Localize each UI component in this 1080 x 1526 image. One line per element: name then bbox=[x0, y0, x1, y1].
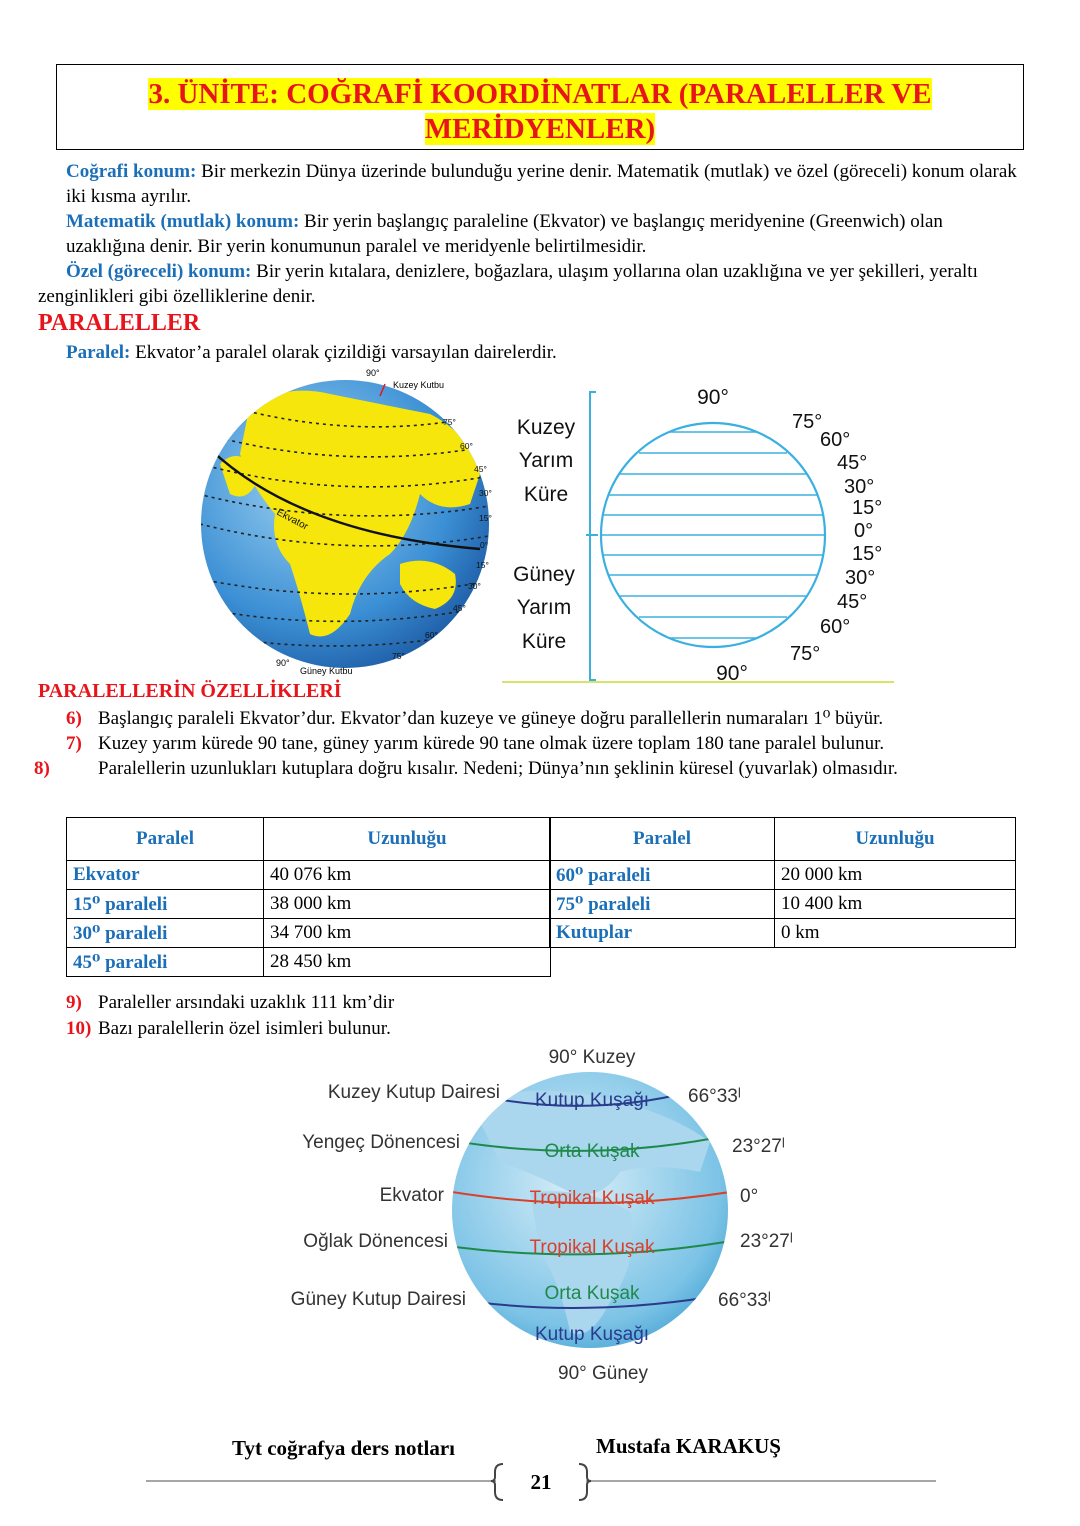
definition-paralel bbox=[66, 340, 1026, 365]
definition-text: Bir yerin başlangıç paraleline (Ekvator) ve başlangıç meridyenine (Greenwich) olan uzaklığına denir. Bir yerin konumunun paralel ve meridyenle belirtilmesidir. bbox=[66, 211, 943, 257]
special-parallels-figure bbox=[270, 1042, 810, 1392]
property-number: 9) bbox=[66, 992, 82, 1013]
label-yengec-donencesi: Yengeç Dönencesi bbox=[302, 1132, 460, 1153]
svg-text:45°: 45° bbox=[837, 452, 868, 474]
svg-text:75°: 75° bbox=[792, 411, 823, 433]
svg-text:15°: 15° bbox=[852, 497, 883, 519]
svg-text:Kutup Kuşağı: Kutup Kuşağı bbox=[534, 1324, 650, 1345]
page-number: 21 bbox=[530, 1470, 552, 1494]
north-half-label-1: Kuzey bbox=[516, 416, 576, 439]
property-item bbox=[66, 706, 1026, 731]
globe-bottom-degree: 90° bbox=[276, 658, 290, 668]
definition-term: Özel (göreceli) konum: bbox=[66, 261, 252, 282]
section-heading-ozellikler: PARALELLERİN ÖZELLİKLERİ bbox=[38, 680, 342, 702]
table-row: Ekvator 40 076 km bbox=[67, 861, 551, 890]
label-ekvator: Ekvator bbox=[379, 1185, 444, 1206]
property-number: 6) bbox=[66, 708, 82, 729]
table-header: Uzunluğu bbox=[264, 818, 551, 861]
globe2-bottom-label: 90° Güney bbox=[558, 1363, 648, 1384]
definition-matematik-konum bbox=[66, 209, 1026, 259]
svg-text:15°: 15° bbox=[476, 560, 489, 570]
definition-ozel-konum bbox=[38, 259, 1026, 309]
degree-kuzey-kutup: 66°33ˡ bbox=[688, 1086, 741, 1107]
definition-term: Paralel: bbox=[66, 342, 131, 363]
property-text: Paraleller arsındaki uzaklık 111 km’dir bbox=[98, 992, 395, 1013]
unit-title-line1: 3. ÜNİTE: COĞRAFİ KOORDİNATLAR (PARALELLER VE bbox=[148, 78, 932, 110]
globe-south-pole-label: Güney Kutbu bbox=[300, 666, 353, 676]
footer-author: Mustafa KARAKUŞ bbox=[596, 1434, 781, 1458]
globe-parallels-figure bbox=[180, 364, 510, 682]
label-kuzey-kutup-dairesi: Kuzey Kutup Dairesi bbox=[327, 1082, 500, 1103]
parallel-length-table-right bbox=[549, 817, 1016, 948]
svg-text:60°: 60° bbox=[425, 630, 438, 640]
property-text: Paralellerin uzunlukları kutuplara doğru kısalır. Nedeni; Dünya’nın şeklinin küresel (yuvarlak) olmasıdır. bbox=[98, 758, 898, 779]
globe-equator-label: Ekvator bbox=[274, 506, 310, 533]
south-half-label-2: Yarım bbox=[516, 596, 572, 619]
unit-title-box bbox=[56, 64, 1024, 150]
label-oglak-donencesi: Oğlak Dönencesi bbox=[303, 1231, 448, 1252]
property-item bbox=[66, 731, 1026, 756]
property-text: Bazı paralellerin özel isimleri bulunur. bbox=[98, 1018, 391, 1039]
section-heading-paraleller: PARALELLER bbox=[38, 310, 201, 336]
table-row: 15⁰ paraleli 38 000 km bbox=[67, 890, 551, 919]
svg-text:Kutup Kuşağı: Kutup Kuşağı bbox=[534, 1090, 650, 1111]
unit-title-line2: MERİDYENLER) bbox=[424, 113, 656, 145]
globe2-top-label: 90° Kuzey bbox=[548, 1047, 636, 1068]
table-header: Paralel bbox=[550, 818, 775, 861]
property-text: Başlangıç paraleli Ekvator’dur. Ekvator’dan kuzeye ve güneye doğru parallellerin numaraları 1⁰ büyür. bbox=[98, 708, 884, 729]
footer-course-title: Tyt coğrafya ders notları bbox=[232, 1436, 455, 1460]
definition-text: Bir yerin kıtalara, denizlere, boğazlara, ulaşım yollarına olan uzaklığına ve yer şekilleri, yeraltı zenginlikleri gibi özelliklerine denir. bbox=[38, 261, 978, 307]
definition-term: Matematik (mutlak) konum: bbox=[66, 211, 300, 232]
svg-text:Tropikal Kuşak: Tropikal Kuşak bbox=[529, 1237, 655, 1258]
property-item bbox=[66, 1016, 1026, 1041]
circle-top-degree: 90° bbox=[697, 386, 729, 409]
svg-text:60°: 60° bbox=[460, 441, 473, 451]
degree-ekvator: 0° bbox=[740, 1186, 759, 1207]
north-half-label-3: Küre bbox=[523, 483, 569, 506]
label-guney-kutup-dairesi: Güney Kutup Dairesi bbox=[290, 1289, 466, 1310]
svg-text:60°: 60° bbox=[820, 429, 851, 451]
definition-cografi-konum bbox=[66, 159, 1026, 209]
svg-text:Orta Kuşak: Orta Kuşak bbox=[544, 1283, 640, 1304]
svg-text:75°: 75° bbox=[790, 643, 821, 665]
svg-text:45°: 45° bbox=[453, 603, 466, 613]
property-number: 8) bbox=[34, 758, 50, 779]
south-half-label-1: Güney bbox=[513, 563, 575, 586]
svg-text:Tropikal Kuşak: Tropikal Kuşak bbox=[529, 1188, 655, 1209]
table-row: 60⁰ paraleli 20 000 km bbox=[550, 861, 1016, 890]
svg-text:75°: 75° bbox=[392, 651, 405, 661]
property-item bbox=[34, 756, 1026, 781]
table-header: Uzunluğu bbox=[775, 818, 1016, 861]
table-row: 75⁰ paraleli 10 400 km bbox=[550, 890, 1016, 919]
svg-text:Orta Kuşak: Orta Kuşak bbox=[544, 1141, 640, 1162]
definition-text: Bir merkezin Dünya üzerinde bulunduğu yerine denir. Matematik (mutlak) ve özel (göreceli) konum olarak iki kısma ayrılır. bbox=[66, 161, 1017, 207]
circle-bottom-degree: 90° bbox=[716, 662, 748, 685]
property-text: Kuzey yarım kürede 90 tane, güney yarım kürede 90 tane olmak üzere toplam 180 tane paralel bulunur. bbox=[98, 733, 885, 754]
svg-text:15°: 15° bbox=[852, 543, 883, 565]
svg-text:30°: 30° bbox=[845, 567, 876, 589]
svg-text:30°: 30° bbox=[479, 488, 492, 498]
property-number: 7) bbox=[66, 733, 82, 754]
definition-text: Ekvator’a paralel olarak çizildiği varsayılan dairelerdir. bbox=[130, 342, 557, 363]
svg-text:45°: 45° bbox=[837, 591, 868, 613]
svg-text:15°: 15° bbox=[479, 513, 492, 523]
globe-top-degree: 90° bbox=[366, 368, 380, 378]
hemisphere-circle-diagram bbox=[502, 380, 898, 686]
degree-yengec: 23°27ˡ bbox=[732, 1136, 785, 1157]
globe-north-pole-label: Kuzey Kutbu bbox=[393, 380, 445, 390]
property-item bbox=[66, 990, 1026, 1015]
svg-text:0°: 0° bbox=[480, 540, 489, 550]
svg-text:30°: 30° bbox=[468, 581, 481, 591]
table-header: Paralel bbox=[67, 818, 264, 861]
property-number: 10) bbox=[66, 1018, 92, 1039]
svg-text:0°: 0° bbox=[854, 520, 874, 542]
table-row: Kutuplar 0 km bbox=[550, 919, 1016, 948]
svg-text:45°: 45° bbox=[474, 464, 487, 474]
north-half-label-2: Yarım bbox=[518, 449, 574, 472]
footer-divider bbox=[146, 1462, 936, 1502]
degree-guney-kutup: 66°33ˡ bbox=[718, 1290, 771, 1311]
svg-text:75°: 75° bbox=[443, 417, 456, 427]
parallel-length-table-left bbox=[66, 817, 551, 977]
south-half-label-3: Küre bbox=[521, 630, 567, 653]
svg-text:60°: 60° bbox=[820, 616, 851, 638]
definition-term: Coğrafi konum: bbox=[66, 161, 197, 182]
svg-text:30°: 30° bbox=[844, 476, 875, 498]
table-row: 30⁰ paraleli 34 700 km bbox=[67, 919, 551, 948]
table-row: 45⁰ paraleli 28 450 km bbox=[67, 948, 551, 977]
degree-oglak: 23°27ˡ bbox=[740, 1231, 793, 1252]
